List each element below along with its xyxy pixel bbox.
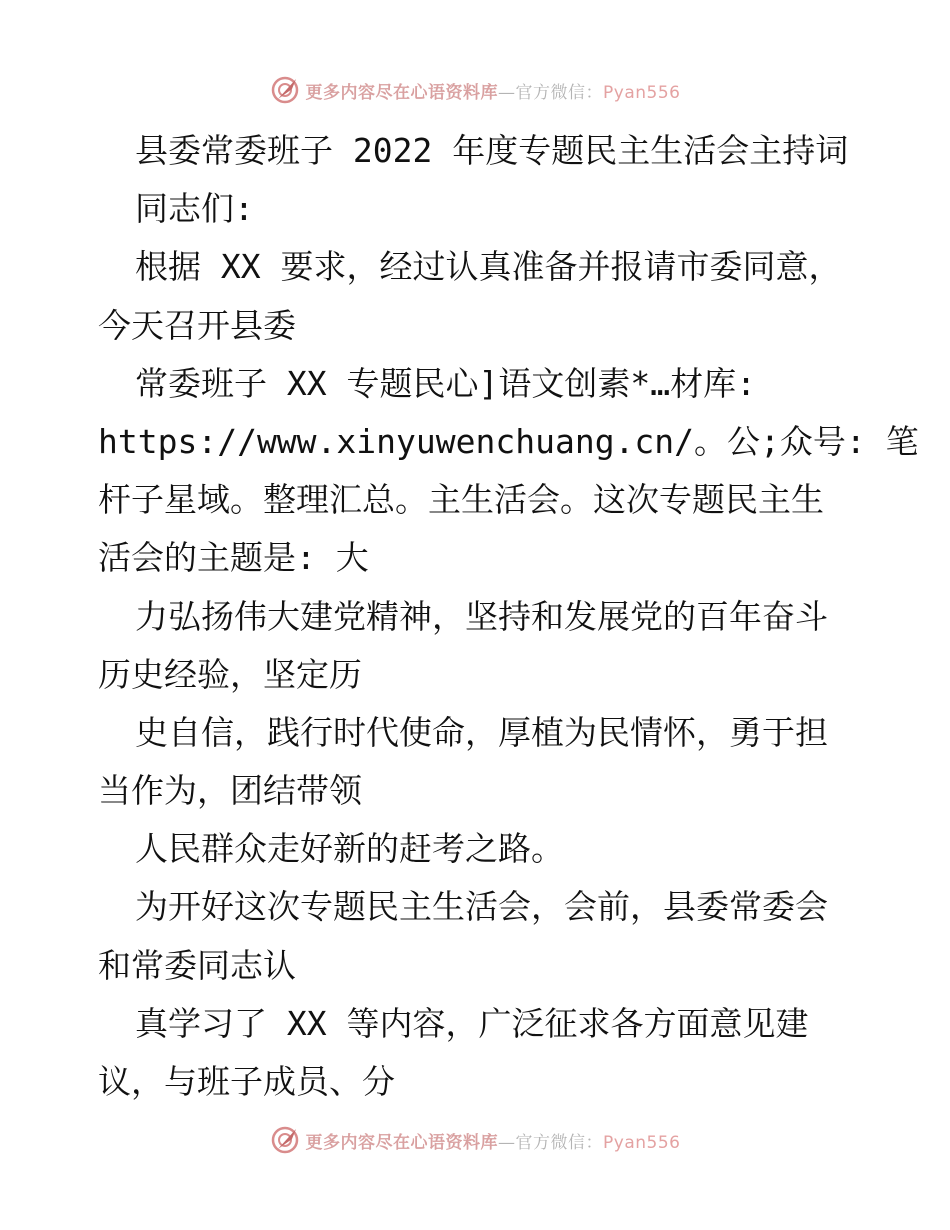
watermark-separator: —	[498, 1132, 516, 1153]
watermark-wechat-id: Pyan556	[603, 82, 681, 103]
doc-line: 今天召开县委	[98, 305, 296, 345]
quill-circle-logo-icon	[270, 1125, 300, 1155]
doc-title-line: 县委常委班子 2022 年度专题民主生活会主持词	[135, 131, 849, 170]
doc-line: 当作为，团结带领	[98, 771, 362, 811]
watermark-text	[306, 1128, 681, 1153]
watermark-wechat-label: 官方微信：	[515, 82, 604, 103]
watermark-separator: —	[498, 82, 516, 103]
quill-circle-logo-icon	[270, 75, 300, 105]
footer-watermark	[0, 1120, 950, 1160]
doc-line: 同志们:	[135, 189, 254, 229]
watermark-wechat-id: Pyan556	[603, 1132, 681, 1153]
doc-line: 为开好这次专题民主生活会，会前，县委常委会	[135, 887, 828, 927]
watermark-wechat-label: 官方微信：	[515, 1132, 604, 1153]
watermark-text	[306, 78, 681, 103]
doc-line: 活会的主题是: 大	[98, 538, 369, 578]
watermark-site-text: 更多内容尽在心语资料库	[305, 1132, 499, 1153]
doc-line: https://www.xinyuwenchuang.cn/。公;众号: 笔	[98, 421, 919, 461]
watermark-site-text: 更多内容尽在心语资料库	[305, 82, 499, 103]
document-body	[98, 122, 919, 1111]
doc-line: 史自信，践行时代使命，厚植为民情怀，勇于担	[135, 712, 828, 752]
doc-line: 真学习了 XX 等内容，广泛征求各方面意见建	[135, 1003, 809, 1043]
doc-line: 杆子星域。整理汇总。主生活会。这次专题民主生	[98, 480, 824, 520]
doc-line: 力弘扬伟大建党精神，坚持和发展党的百年奋斗	[135, 596, 828, 636]
doc-line: 和常委同志认	[98, 945, 296, 985]
doc-line: 议，与班子成员、分	[98, 1062, 395, 1101]
doc-line: 人民群众走好新的赶考之路。	[135, 829, 564, 869]
doc-line: 历史经验，坚定历	[98, 654, 362, 694]
doc-line: 常委班子 XX 专题民心]语文创素*…材库:	[135, 363, 756, 403]
doc-line: 根据 XX 要求，经过认真准备并报请市委同意，	[135, 247, 842, 287]
header-watermark	[0, 70, 950, 110]
